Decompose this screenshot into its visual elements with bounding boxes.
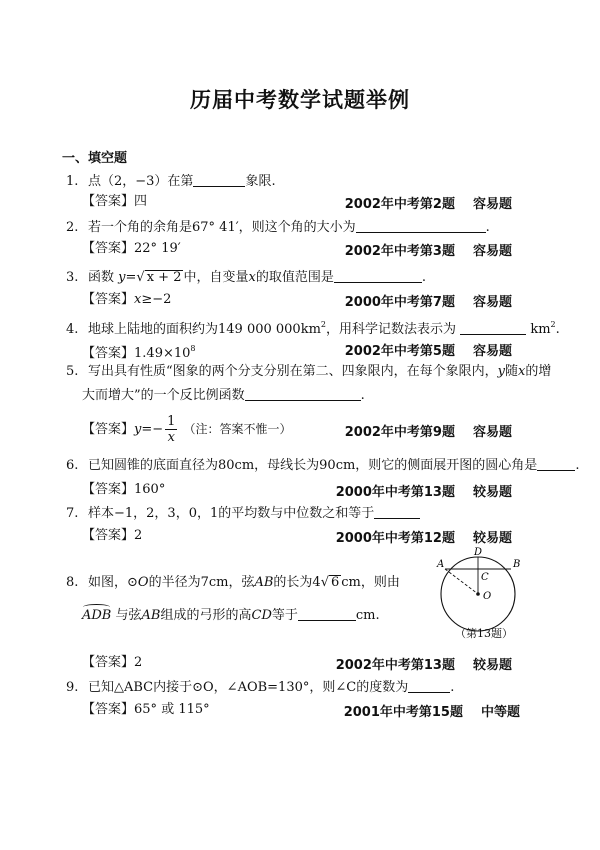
question-4: 4. 地球上陆地的面积约为149 000 $000km^2$，用科学记数法表示为 $km^2$. [66, 320, 560, 337]
fraction: $\frac{1}{x}$ [167, 414, 176, 445]
answer-blank [245, 386, 361, 401]
answer-blank [537, 456, 575, 471]
question-text: 点（2，−3）在第 [88, 174, 194, 189]
answer-blank [298, 606, 356, 621]
answer-blank [460, 320, 526, 335]
answer-6: 【答案】160° [82, 482, 166, 497]
source-8: 2002年中考第13题 较易题 [335, 658, 512, 673]
question-2: 2. 若一个角的余角是67° 41′，则这个角的大小为 . [66, 220, 490, 235]
label-c: C [481, 572, 489, 583]
source-1: 2002年中考第2题 容易题 [344, 197, 512, 212]
question-5: 5. 写出具有性质“图象的两个分支分别在第二、四象限内，在每个象限内，y随x的增 [66, 364, 552, 379]
question-3: 3. 函数 y=√ x + 2 中，自变量x的取值范围是 . [66, 270, 426, 285]
label-d: D [474, 547, 483, 558]
answer-1: 【答案】四 [82, 194, 148, 209]
circle-figure [432, 547, 522, 624]
question-7: 7. 样本−1，2，3，0，1的平均数与中位数之和等于 [66, 504, 420, 523]
answer-blank [334, 268, 422, 283]
figure-caption: （第13题） [455, 627, 513, 640]
source-7: 2000年中考第12题 较易题 [335, 531, 512, 546]
label-b: B [513, 559, 521, 570]
section-heading: 一、填空题 [62, 151, 128, 166]
sqrt-sign: √ [136, 270, 145, 285]
question-number: 1. [66, 174, 79, 189]
label-a: A [437, 559, 445, 570]
question-6: 6. 已知圆锥的底面直径为80cm，母线长为90cm，则它的侧面展开图的圆心角是 . [66, 458, 580, 473]
source-4: 2002年中考第5题 容易题 [344, 344, 512, 359]
answer-blank [193, 172, 245, 187]
center-point [476, 592, 480, 596]
source-6: 2000年中考第13题 较易题 [335, 485, 512, 500]
answer-3: 【答案】x≥−2 [82, 292, 172, 307]
question-5-line-2: 大而增大”的一个反比例函数 . [82, 388, 365, 403]
question-8-line-2: ADB 与弦AB组成的弓形的高CD等于 cm. [82, 608, 380, 623]
source-5: 2002年中考第9题 容易题 [344, 425, 512, 440]
label-o: O [483, 591, 492, 602]
answer-5: 【答案】y=− $\frac{1}{x}$ （注：答案不惟一） [82, 414, 292, 445]
answer-9: 【答案】65° 或 115° [82, 702, 210, 717]
question-9: 9. 已知△ABC内接于⊙O，∠AOB=130°，则∠C的度数为 . [66, 680, 455, 695]
answer-8: 【答案】2 [82, 655, 143, 670]
answer-2: 【答案】22° 19′ [82, 241, 181, 256]
answer-blank [408, 678, 450, 693]
answer-7: 【答案】2 [82, 528, 143, 543]
question-8: 8. 如图，⊙O的半径为7cm，弦AB的长为4√ 6 cm，则由 [66, 575, 400, 590]
radius-oa [445, 569, 478, 594]
question-1: 1. 点（2，−3）在第 象限. [66, 174, 276, 189]
page-title: 历届中考数学试题举例 [190, 88, 410, 112]
source-2: 2002年中考第3题 容易题 [344, 244, 512, 259]
answer-blank [356, 218, 486, 233]
source-9: 2001年中考第15题 中等题 [343, 705, 520, 720]
arc-notation: ADB [82, 608, 112, 623]
answer-blank [374, 504, 420, 519]
answer-4: 【答案】$1.49\times 10^8$ [82, 344, 196, 361]
source-3: 2000年中考第7题 容易题 [344, 295, 512, 310]
